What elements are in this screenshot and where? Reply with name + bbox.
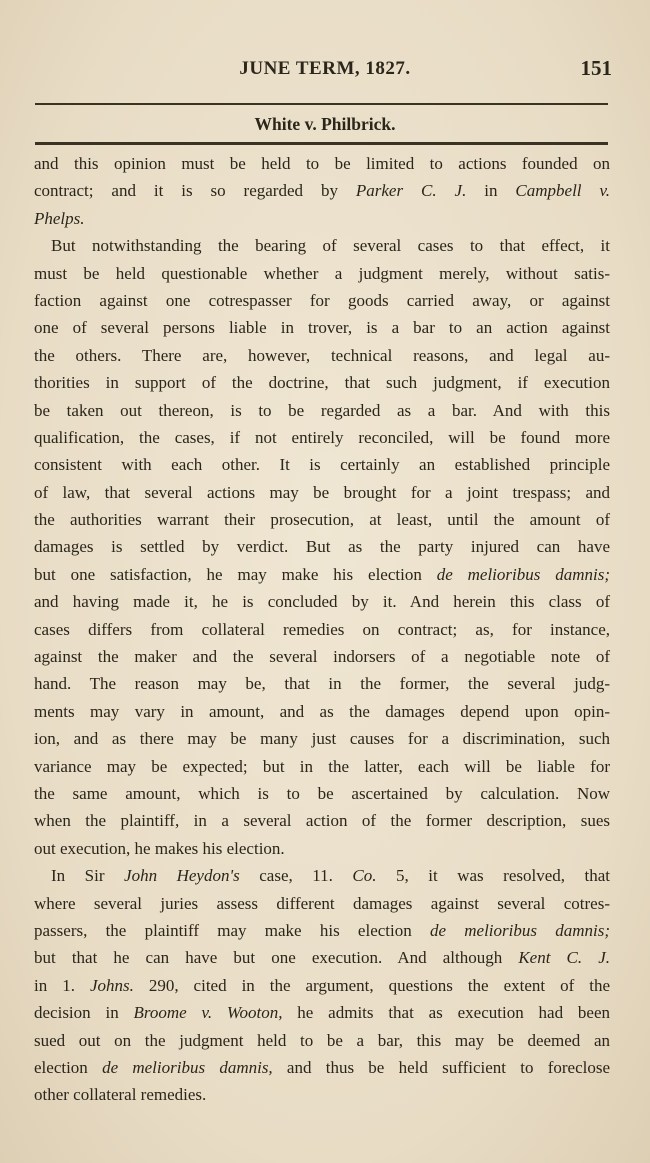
text-segment: against the maker and the several indorsers of a negotiable note of [34, 647, 610, 667]
text-segment: qualification, the cases, if not entirely reconciled, will be found more [34, 427, 610, 447]
text-line [34, 479, 610, 506]
text-segment: of law, that several actions may be brought for a joint trespass; and [34, 482, 610, 502]
text-line [34, 698, 610, 725]
text-segment: one of several persons liable in trover, is a bar to an action against [34, 318, 610, 338]
text-segment: consistent with each other. It is certainly an established principle [34, 455, 610, 475]
text-segment: where several juries assess different damages against several cotres- [34, 893, 610, 913]
text-line [34, 205, 610, 232]
text-segment: damages is settled by verdict. But as the party injured can have [34, 537, 610, 557]
running-title: JUNE TERM, 1827. [239, 58, 411, 79]
page-body-text [34, 150, 610, 1109]
text-segment: ion, and as there may be many just causes for a discrimination, such [34, 729, 610, 749]
text-line [34, 890, 610, 917]
text-line [34, 287, 610, 314]
text-line [34, 232, 610, 259]
text-line [34, 780, 610, 807]
text-line [34, 862, 610, 889]
text-segment: 290, cited in the argument, questions the extent of the [133, 975, 610, 995]
text-segment: faction against one cotrespasser for goods carried away, or against [34, 290, 610, 310]
text-line [34, 753, 610, 780]
text-line [34, 944, 610, 971]
text-segment: in [466, 181, 516, 201]
italic-citation: Parker C. J. [355, 181, 467, 201]
italic-citation: Johns. [89, 975, 134, 995]
text-line [34, 807, 610, 834]
text-line [34, 397, 610, 424]
text-line [34, 177, 610, 204]
italic-citation: John Heydon's [124, 866, 240, 886]
text-segment: ments may vary in amount, and as the damages depend upon opin- [34, 701, 610, 721]
text-segment: In Sir [51, 866, 125, 886]
text-line [34, 150, 610, 177]
text-segment: he admits that as execution had been [282, 1003, 610, 1023]
text-segment: case, 11. [239, 866, 353, 886]
text-segment: passers, the plaintiff may make his election [34, 920, 430, 940]
text-line [34, 506, 610, 533]
text-segment: election [34, 1057, 103, 1077]
text-segment: But notwithstanding the bearing of several cases to that effect, it [51, 236, 610, 256]
text-segment: 5, it was resolved, that [376, 866, 611, 886]
text-line [34, 616, 610, 643]
text-line [34, 999, 610, 1026]
text-segment: and having made it, he is concluded by it. And herein this class of [34, 592, 610, 612]
text-segment: and this opinion must be held to be limited to actions founded on [34, 154, 610, 173]
text-line [34, 260, 610, 287]
text-segment: but that he can have but one execution. And although [34, 948, 519, 968]
text-segment: when the plaintiff, in a several action of the former description, sues [34, 811, 610, 831]
text-line [34, 369, 610, 396]
text-segment: and thus be held sufficient to foreclose [272, 1057, 610, 1077]
text-line [34, 1081, 610, 1108]
italic-citation: Co. [352, 866, 377, 886]
text-segment: contract; and it is so regarded by [34, 181, 356, 201]
text-segment: sued out on the judgment held to be a bar, this may be deemed an [34, 1030, 610, 1050]
text-line [34, 643, 610, 670]
header-rule-top [35, 103, 608, 105]
text-line [34, 972, 610, 999]
header-rule-bottom [35, 142, 608, 145]
text-line [34, 1054, 610, 1081]
text-line [34, 533, 610, 560]
text-line [34, 917, 610, 944]
italic-citation: de melioribus damnis; [436, 564, 610, 584]
text-segment: cases differs from collateral remedies on contract; as, for instance, [34, 619, 610, 639]
text-line [34, 725, 610, 752]
page-number: 151 [580, 56, 612, 80]
italic-citation: Broome v. Wooton, [133, 1003, 283, 1023]
text-segment: the others. There are, however, technical reasons, and legal au- [34, 345, 610, 365]
italic-citation: de melioribus damnis; [429, 920, 610, 940]
text-segment: the authorities warrant their prosecution, at least, until the amount of [34, 510, 610, 530]
text-segment: hand. The reason may be, that in the former, the several judg- [34, 674, 610, 694]
italic-citation: Campbell v. [515, 181, 610, 201]
text-segment: must be held questionable whether a judgment merely, without satis- [34, 263, 610, 283]
text-segment: variance may be expected; but in the latter, each will be liable for [34, 756, 610, 776]
italic-citation: Kent C. J. [518, 948, 610, 968]
text-line [34, 451, 610, 478]
text-segment: be taken out thereon, is to be regarded as a bar. And with this [34, 400, 610, 420]
italic-citation: Phelps. [34, 208, 85, 228]
text-segment: thorities in support of the doctrine, that such judgment, if execution [34, 373, 610, 393]
text-segment: in 1. [34, 975, 90, 995]
text-line [34, 588, 610, 615]
text-line [34, 670, 610, 697]
text-line [34, 342, 610, 369]
text-line [34, 424, 610, 451]
text-segment: decision in [34, 1003, 134, 1023]
text-line [34, 1027, 610, 1054]
italic-citation: de melioribus damnis, [102, 1057, 273, 1077]
text-segment: other collateral remedies. [34, 1085, 207, 1105]
case-title: White v. Philbrick. [254, 114, 396, 134]
text-line [34, 561, 610, 588]
text-segment: but one satisfaction, he may make his election [34, 564, 437, 584]
text-segment: out execution, he makes his election. [34, 838, 285, 858]
text-line [34, 314, 610, 341]
text-line [34, 835, 610, 862]
text-segment: the same amount, which is to be ascertained by calculation. Now [34, 783, 610, 803]
running-header [0, 56, 650, 86]
